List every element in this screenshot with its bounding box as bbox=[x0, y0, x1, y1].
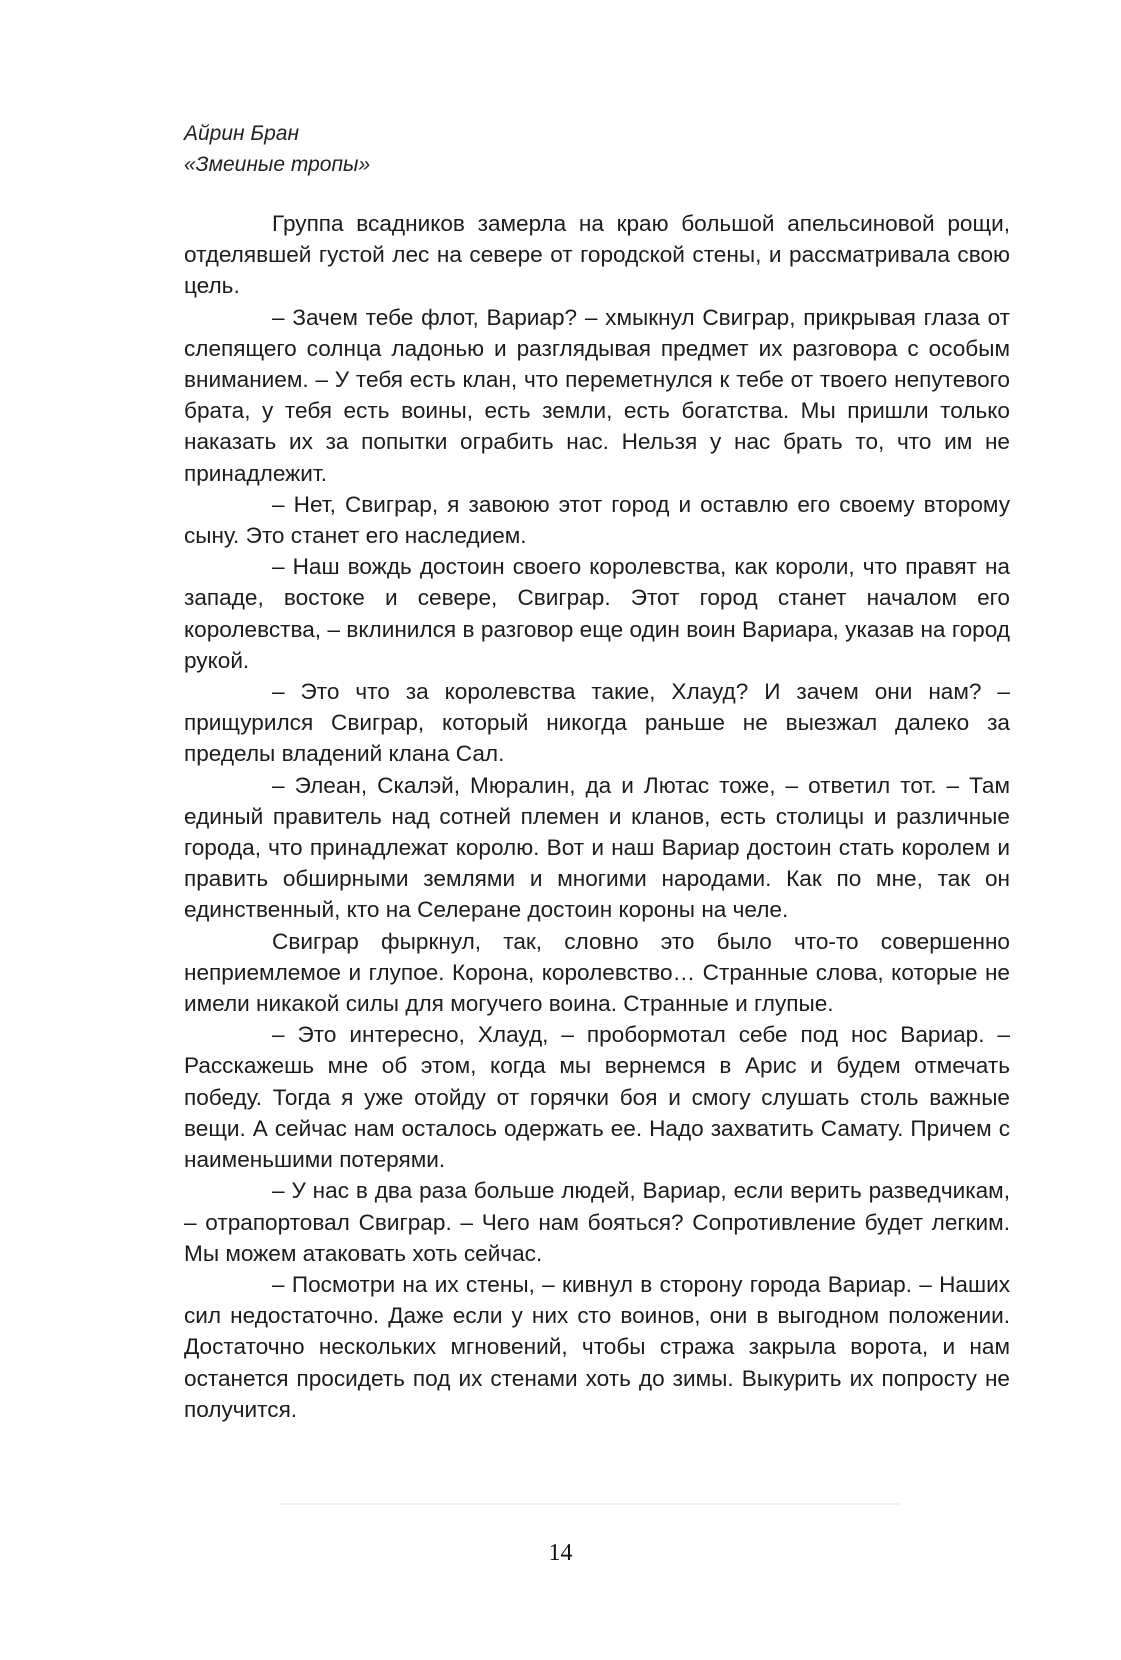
scan-artifact-divider bbox=[280, 1503, 900, 1505]
paragraph: Группа всадников замерла на краю большой апельсиновой рощи, отделявшей густой лес на севере от городской стены, и рассматривала свою цель. bbox=[184, 211, 1010, 299]
header-author: Айрин Бран bbox=[184, 122, 300, 145]
paragraph: Свиграр фыркнул, так, словно это было что-то совершенно неприемлемое и глупое. Корона, королевство… Странные слова, которые не имели никакой силы для могучего воина. Странные и глупые. bbox=[184, 928, 1010, 1017]
paragraph: – Наш вождь достоин своего королевства, как короли, что правят на западе, востоке и севере, Свиграр. Этот город станет началом его королевства, – вклинился в разговор еще один воин Вариара, указав на город рукой. bbox=[184, 554, 1010, 673]
paragraph: – У нас в два раза больше людей, Вариар, если верить разведчикам, – отрапортовал Свиграр. – Чего нам бояться? Сопротивление будет легким. Мы можем атаковать хоть сейчас. bbox=[184, 1178, 1010, 1266]
paragraph: – Это что за королевства такие, Хлауд? И зачем они нам? – прищурился Свиграр, который никогда раньше не выезжал далеко за пределы владений клана Сал. bbox=[184, 679, 1010, 767]
paragraph: – Посмотри на их стены, – кивнул в сторону города Вариар. – Наших сил недостаточно. Даже если у них сто воинов, они в выгодном положении. Достаточно нескольких мгновений, чтобы стража закрыла ворота, и нам останется просидеть под их стенами хоть до зимы. Выкурить их попросту не получится. bbox=[184, 1271, 1010, 1422]
body-text bbox=[184, 208, 1010, 1425]
paragraph: – Элеан, Скалэй, Мюралин, да и Лютас тоже, – ответил тот. – Там единый правитель над сотней племен и кланов, есть столицы и различные города, что принадлежат королю. Вот и наш Вариар достоин стать королем и править обширными землями и многими народами. Как по мне, так он единственный, кто на Селеране достоин короны на челе. bbox=[184, 772, 1010, 923]
paragraph: – Нет, Свиграр, я завоюю этот город и оставлю его своему второму сыну. Это станет его наследием. bbox=[184, 491, 1010, 549]
header-book-title: «Змеиные тропы» bbox=[184, 153, 371, 176]
page-number: 14 bbox=[548, 1540, 573, 1566]
paragraph: – Зачем тебе флот, Вариар? – хмыкнул Свиграр, прикрывая глаза от слепящего солнца ладонью и разглядывая предмет их разговора с особым вниманием. – У тебя есть клан, что переметнулся к тебе от твоего непутевого брата, у тебя есть воины, есть земли, есть богатства. Мы пришли только наказать их за попытки ограбить нас. Нельзя у нас брать то, что им не принадлежит. bbox=[184, 304, 1010, 486]
running-header bbox=[184, 118, 784, 180]
paragraph: – Это интересно, Хлауд, – пробормотал себе под нос Вариар. – Расскажешь мне об этом, когда мы вернемся в Арис и будем отмечать победу. Тогда я уже отойду от горячки боя и смогу слушать столь важные вещи. А сейчас нам осталось одержать ее. Надо захватить Самату. Причем с наименьшими потерями. bbox=[184, 1022, 1010, 1173]
